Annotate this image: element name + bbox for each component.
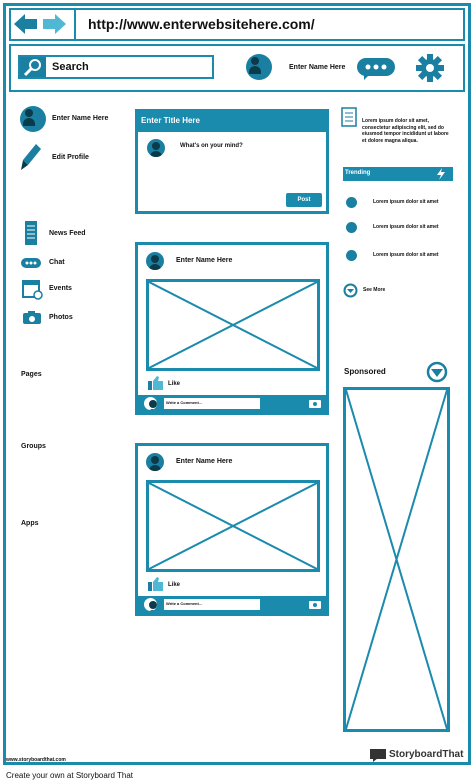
post-avatar[interactable] <box>146 252 164 270</box>
trending-item[interactable]: Lorem ipsum dolor sit amet <box>373 224 439 230</box>
sponsored-label: Sponsored <box>344 367 386 376</box>
comment-bar <box>138 395 326 412</box>
trending-label: Trending <box>345 170 371 176</box>
footer-site: www.storyboardthat.com <box>6 757 66 763</box>
profile-avatar[interactable] <box>20 106 46 132</box>
comment-avatar <box>144 397 157 410</box>
comment-input[interactable]: Write a Comment... <box>164 398 260 409</box>
address-separator <box>74 8 76 41</box>
feed-post <box>135 443 329 616</box>
section-apps[interactable]: Apps <box>21 520 39 527</box>
camera-icon[interactable] <box>308 599 322 610</box>
thumbs-up-icon[interactable] <box>147 375 165 391</box>
forward-arrow-icon[interactable] <box>42 14 66 34</box>
feed-post <box>135 242 329 415</box>
gear-icon[interactable] <box>416 54 444 82</box>
see-more-link[interactable]: See More <box>363 287 386 293</box>
image-placeholder <box>146 480 320 572</box>
camera-icon[interactable] <box>308 398 322 409</box>
sidebar-item-chat[interactable]: Chat <box>49 259 65 266</box>
image-placeholder <box>146 279 320 371</box>
document-icon <box>341 107 357 127</box>
sidebar-item-news-feed[interactable]: News Feed <box>49 230 86 237</box>
search-icon[interactable] <box>20 57 46 77</box>
post-avatar[interactable] <box>146 453 164 471</box>
section-groups[interactable]: Groups <box>21 443 46 450</box>
chevron-down-icon[interactable] <box>426 361 448 383</box>
back-arrow-icon[interactable] <box>14 14 38 34</box>
search-box[interactable] <box>18 55 214 79</box>
avatar[interactable] <box>246 54 272 80</box>
post-composer <box>135 109 329 214</box>
comment-bar <box>138 596 326 613</box>
composer-prompt[interactable]: What's on your mind? <box>180 143 243 149</box>
comment-input[interactable]: Write a Comment... <box>164 599 260 610</box>
logo-icon <box>369 748 387 762</box>
edit-profile-link[interactable]: Edit Profile <box>52 154 89 161</box>
chat-icon[interactable] <box>20 257 42 271</box>
like-label[interactable]: Like <box>168 582 181 588</box>
chevron-down-icon[interactable] <box>343 283 358 298</box>
trending-item[interactable]: Lorem ipsum dolor sit amet <box>373 252 439 258</box>
footer-create: Create your own at Storyboard That <box>6 771 134 780</box>
post-user-name[interactable]: Enter Name Here <box>176 458 233 465</box>
composer-avatar <box>147 139 165 157</box>
header-user-name[interactable]: Enter Name Here <box>289 64 346 71</box>
news-icon[interactable] <box>24 220 38 246</box>
comment-avatar <box>144 598 157 611</box>
trending-dot <box>346 222 357 233</box>
sidebar-user-name[interactable]: Enter Name Here <box>52 115 109 122</box>
url-text[interactable]: http://www.enterwebsitehere.com/ <box>88 16 315 32</box>
camera-icon[interactable] <box>22 310 42 325</box>
lightning-icon <box>435 168 447 180</box>
notice-text: Lorem ipsum dolor sit amet, consectetur adipiscing elit, sed do eiusmod tempor incididunt ut labore et dolore magna aliqua. <box>362 118 449 144</box>
post-user-name[interactable]: Enter Name Here <box>176 257 233 264</box>
post-button[interactable]: Post <box>286 193 322 207</box>
trending-item[interactable]: Lorem ipsum dolor sit amet <box>373 199 439 205</box>
storyboardthat-logo <box>369 747 465 763</box>
thumbs-up-icon[interactable] <box>147 576 165 592</box>
section-pages[interactable]: Pages <box>21 371 42 378</box>
trending-dot <box>346 250 357 261</box>
composer-title: Enter Title Here <box>138 112 326 132</box>
messages-icon[interactable] <box>356 57 396 81</box>
trending-header <box>343 167 453 181</box>
search-label: Search <box>52 61 89 73</box>
pencil-icon[interactable] <box>20 143 42 173</box>
sponsored-ad-placeholder[interactable] <box>343 387 450 732</box>
sidebar-item-events[interactable]: Events <box>49 285 72 292</box>
brand-text: StoryboardThat <box>389 749 464 760</box>
trending-dot <box>346 197 357 208</box>
calendar-icon[interactable] <box>22 278 44 300</box>
sidebar-item-photos[interactable]: Photos <box>49 314 73 321</box>
like-label[interactable]: Like <box>168 381 181 387</box>
